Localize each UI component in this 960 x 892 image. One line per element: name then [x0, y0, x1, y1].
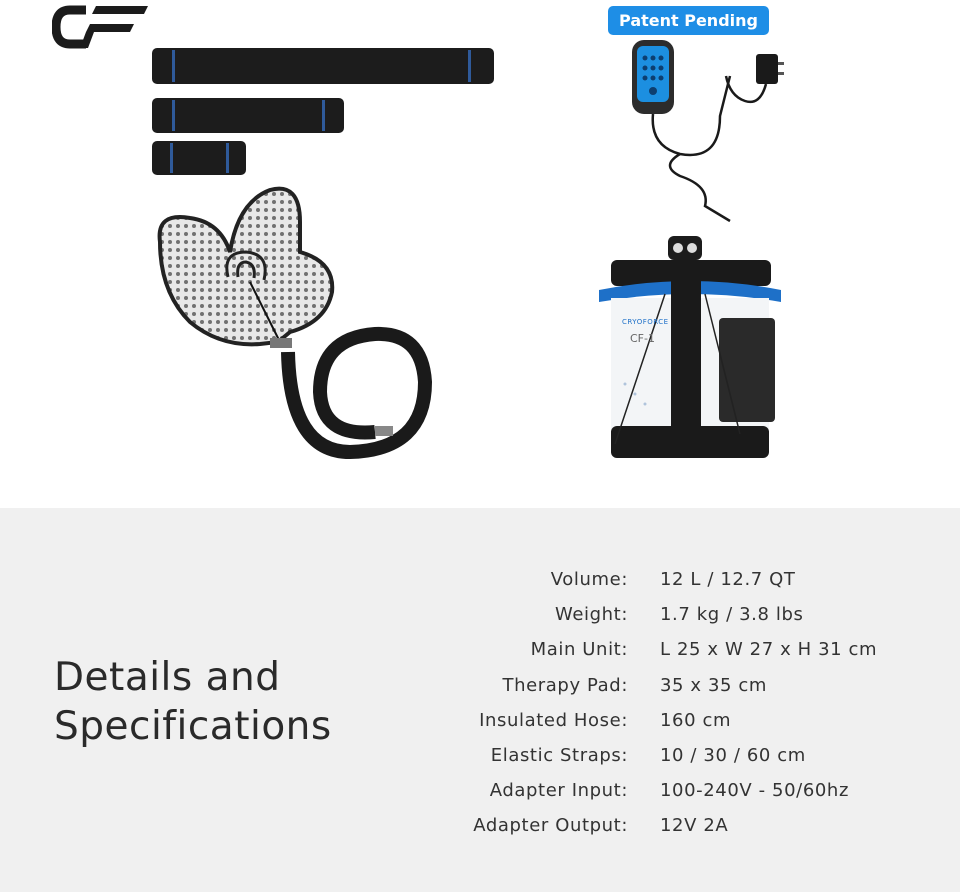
- spec-label: Main Unit:: [530, 639, 628, 660]
- spec-row-elastic-straps: [400, 745, 920, 775]
- spec-row-main-unit: [400, 639, 920, 669]
- spec-value: 12V 2A: [660, 815, 729, 836]
- cf-logo: [52, 2, 152, 52]
- spec-label: Adapter Output:: [473, 815, 628, 836]
- spec-row-therapy-pad: [400, 675, 920, 705]
- remote-and-adapter-image: [620, 36, 800, 231]
- bucket-brand-text: CRYOFORCE: [622, 318, 669, 326]
- spec-label: Adapter Input:: [489, 780, 628, 801]
- spec-value: 100-240V - 50/60hz: [660, 780, 849, 801]
- spec-row-weight: [400, 604, 920, 634]
- patent-pending-badge: Patent Pending: [608, 6, 769, 35]
- spec-value: 35 x 35 cm: [660, 675, 768, 696]
- heading-line-2: Specifications: [54, 704, 332, 749]
- spec-label: Therapy Pad:: [502, 675, 628, 696]
- spec-row-volume: [400, 569, 920, 599]
- spec-row-adapter-input: [400, 780, 920, 810]
- spec-value: 1.7 kg / 3.8 lbs: [660, 604, 804, 625]
- spec-label: Elastic Straps:: [490, 745, 628, 766]
- spec-label: Insulated Hose:: [479, 710, 628, 731]
- heading-line-1: Details and: [54, 655, 281, 700]
- spec-label: Volume:: [550, 569, 628, 590]
- therapy-pad-image: [150, 182, 440, 462]
- spec-label: Weight:: [555, 604, 628, 625]
- spec-row-insulated-hose: [400, 710, 920, 740]
- bucket-model-text: CF-1: [630, 332, 655, 345]
- spec-value: 10 / 30 / 60 cm: [660, 745, 806, 766]
- spec-value: 160 cm: [660, 710, 732, 731]
- section-heading: [54, 653, 332, 751]
- spec-value: L 25 x W 27 x H 31 cm: [660, 639, 878, 660]
- cf1-main-unit-image: [595, 234, 785, 464]
- elastic-straps-image: [150, 46, 500, 181]
- spec-value: 12 L / 12.7 QT: [660, 569, 796, 590]
- spec-row-adapter-output: [400, 815, 920, 845]
